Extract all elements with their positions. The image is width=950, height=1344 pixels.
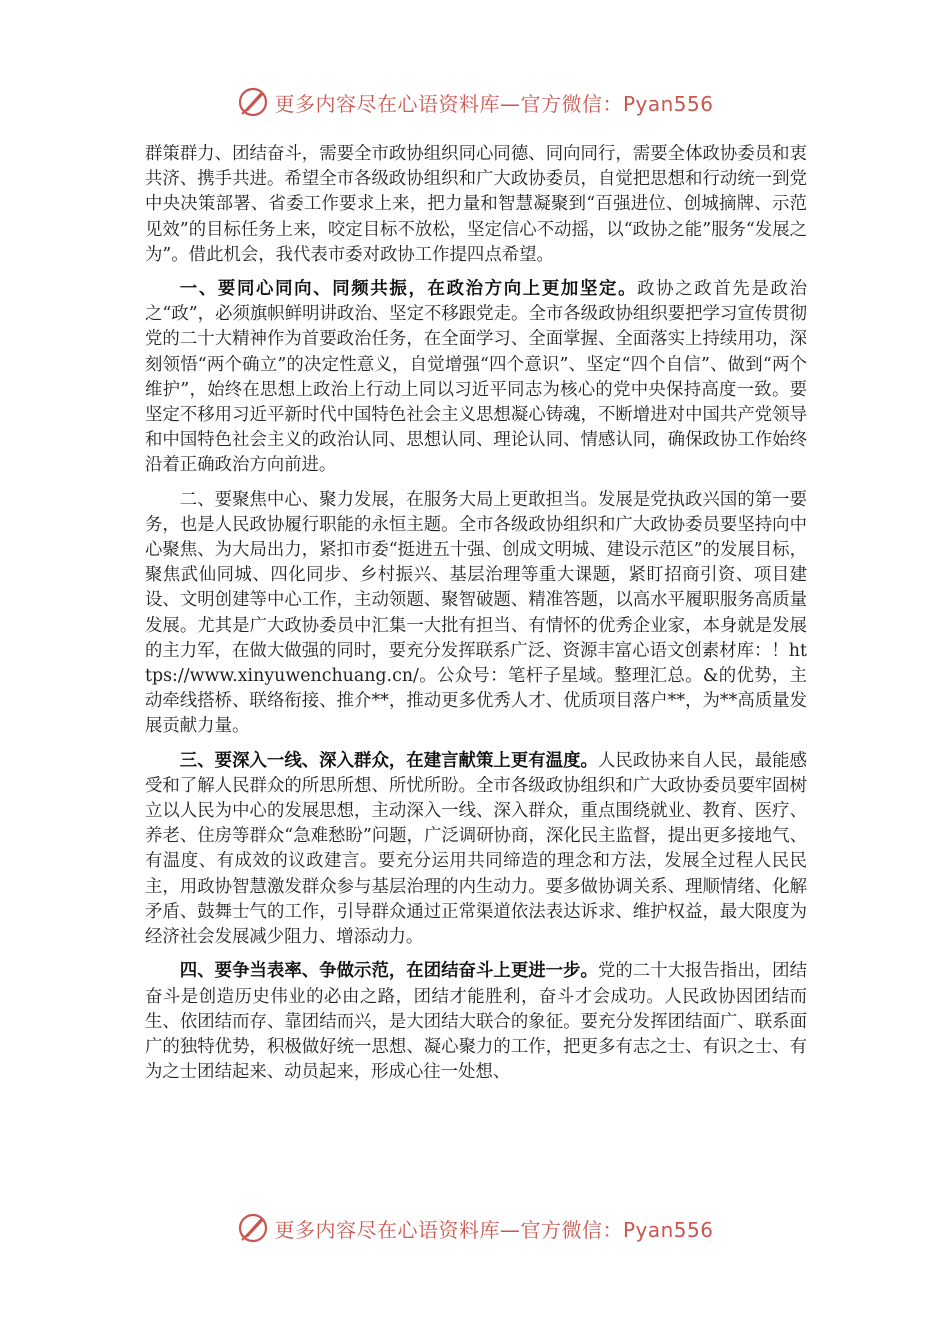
paragraph-point-two (145, 488, 807, 740)
paragraph-point-one (145, 277, 807, 479)
paragraph-heading: 一、要同心同向、同频共振，在政治方向上更加坚定。 (179, 279, 638, 300)
paragraph-intro (145, 142, 807, 268)
paragraph-body: 群策群力、团结奋斗，需要全市政协组织同心同德、同向同行，需要全体政协委员和衷共济、携手共进。希望全市各级政协组织和广大政协委员，自觉把思想和行动统一到党中央决策部署、省委工作要求上来，把力量和智慧凝聚到“百强进位、创城摘牌、示范见效”的目标任务上来，咬定目标不放松，坚定信心不动摇，以“政协之能”服务“发展之为”。借此机会，我代表市委对政协工作提四点希望。 (145, 144, 807, 265)
banner-text: 更多内容尽在心语资料库—官方微信：Pyan556 (274, 91, 714, 116)
quill-logo-icon (236, 85, 270, 119)
paragraph-body: 二、要聚焦中心、聚力发展，在服务大局上更敢担当。发展是党执政兴国的第一要务，也是人民政协履行职能的永恒主题。全市各级政协组织和广大政协委员要坚持向中心聚焦、为大局出力，紧扣市委“挺进五十强、创成文明城、建设示范区”的发展目标，聚焦武仙同城、四化同步、乡村振兴、基层治理等重大课题，紧盯招商引资、项目建设、文明创建等中心工作，主动领题、聚智破题、精准答题，以高水平履职服务高质量发展。尤其是广大政协委员中汇集一大批有担当、有情怀的优秀企业家，本身就是发展的主力军，在做大做强的同时，要充分发挥联系广泛、资源丰富心语文创素材库：！https://www.xinyuwenchuang.cn/。公众号：笔杆子星域。整理汇总。&的优势，主动牵线搭桥、联络衔接、推介**，推动更多优秀人才、优质项目落户**，为**高质量发展贡献力量。 (145, 489, 807, 737)
header-banner (0, 82, 950, 122)
paragraph-body: 党的二十大报告指出，团结奋斗是创造历史伟业的必由之路，团结才能胜利，奋斗才会成功。人民政协因团结而生、依团结而存、靠团结而兴，是大团结大联合的象征。要充分发挥团结面广、联系面广的独特优势，积极做好统一思想、凝心聚力的工作，把更多有志之士、有识之士、有为之士团结起来、动员起来，形成心往一处想、 (145, 961, 807, 1083)
paragraph-body: 政协之政首先是政治之“政”，必须旗帜鲜明讲政治、坚定不移跟党走。全市各级政协组织要把学习宣传贯彻党的二十大精神作为首要政治任务，在全面学习、全面掌握、全面落实上持续用功，深刻领悟“两个确立”的决定性意义，自觉增强“四个意识”、坚定“四个自信”、做到“两个维护”，始终在思想上政治上行动上同以习近平同志为核心的党中央保持高度一致。要坚定不移用习近平新时代中国特色社会主义思想凝心铸魂，不断增进对中国共产党领导和中国特色社会主义的政治认同、思想认同、理论认同、情感认同，确保政协工作始终沿着正确政治方向前进。 (145, 279, 807, 476)
quill-logo-icon (236, 1211, 270, 1245)
paragraph-point-three (145, 749, 807, 951)
paragraph-point-four (145, 959, 807, 1085)
banner-text: 更多内容尽在心语资料库—官方微信：Pyan556 (274, 1217, 714, 1242)
paragraph-body: 人民政协来自人民，最能感受和了解人民群众的所思所想、所忧所盼。全市各级政协组织和广大政协委员要牢固树立以人民为中心的发展思想，主动深入一线、深入群众，重点围绕就业、教育、医疗、养老、住房等群众“急难愁盼”问题，广泛调研协商，深化民主监督，提出更多接地气、有温度、有成效的议政建言。要充分运用共同缔造的理念和方法，发展全过程人民民主，用政协智慧激发群众参与基层治理的内生动力。要多做协调关系、理顺情绪、化解矛盾、鼓舞士气的工作，引导群众通过正常渠道依法表达诉求、维护权益，最大限度为经济社会发展减少阻力、增添动力。 (145, 750, 807, 948)
paragraph-heading: 三、要深入一线、深入群众，在建言献策上更有温度。 (179, 750, 598, 771)
paragraph-heading: 四、要争当表率、争做示范，在团结奋斗上更进一步。 (179, 961, 598, 982)
document-body (145, 142, 807, 1094)
footer-banner (0, 1208, 950, 1248)
